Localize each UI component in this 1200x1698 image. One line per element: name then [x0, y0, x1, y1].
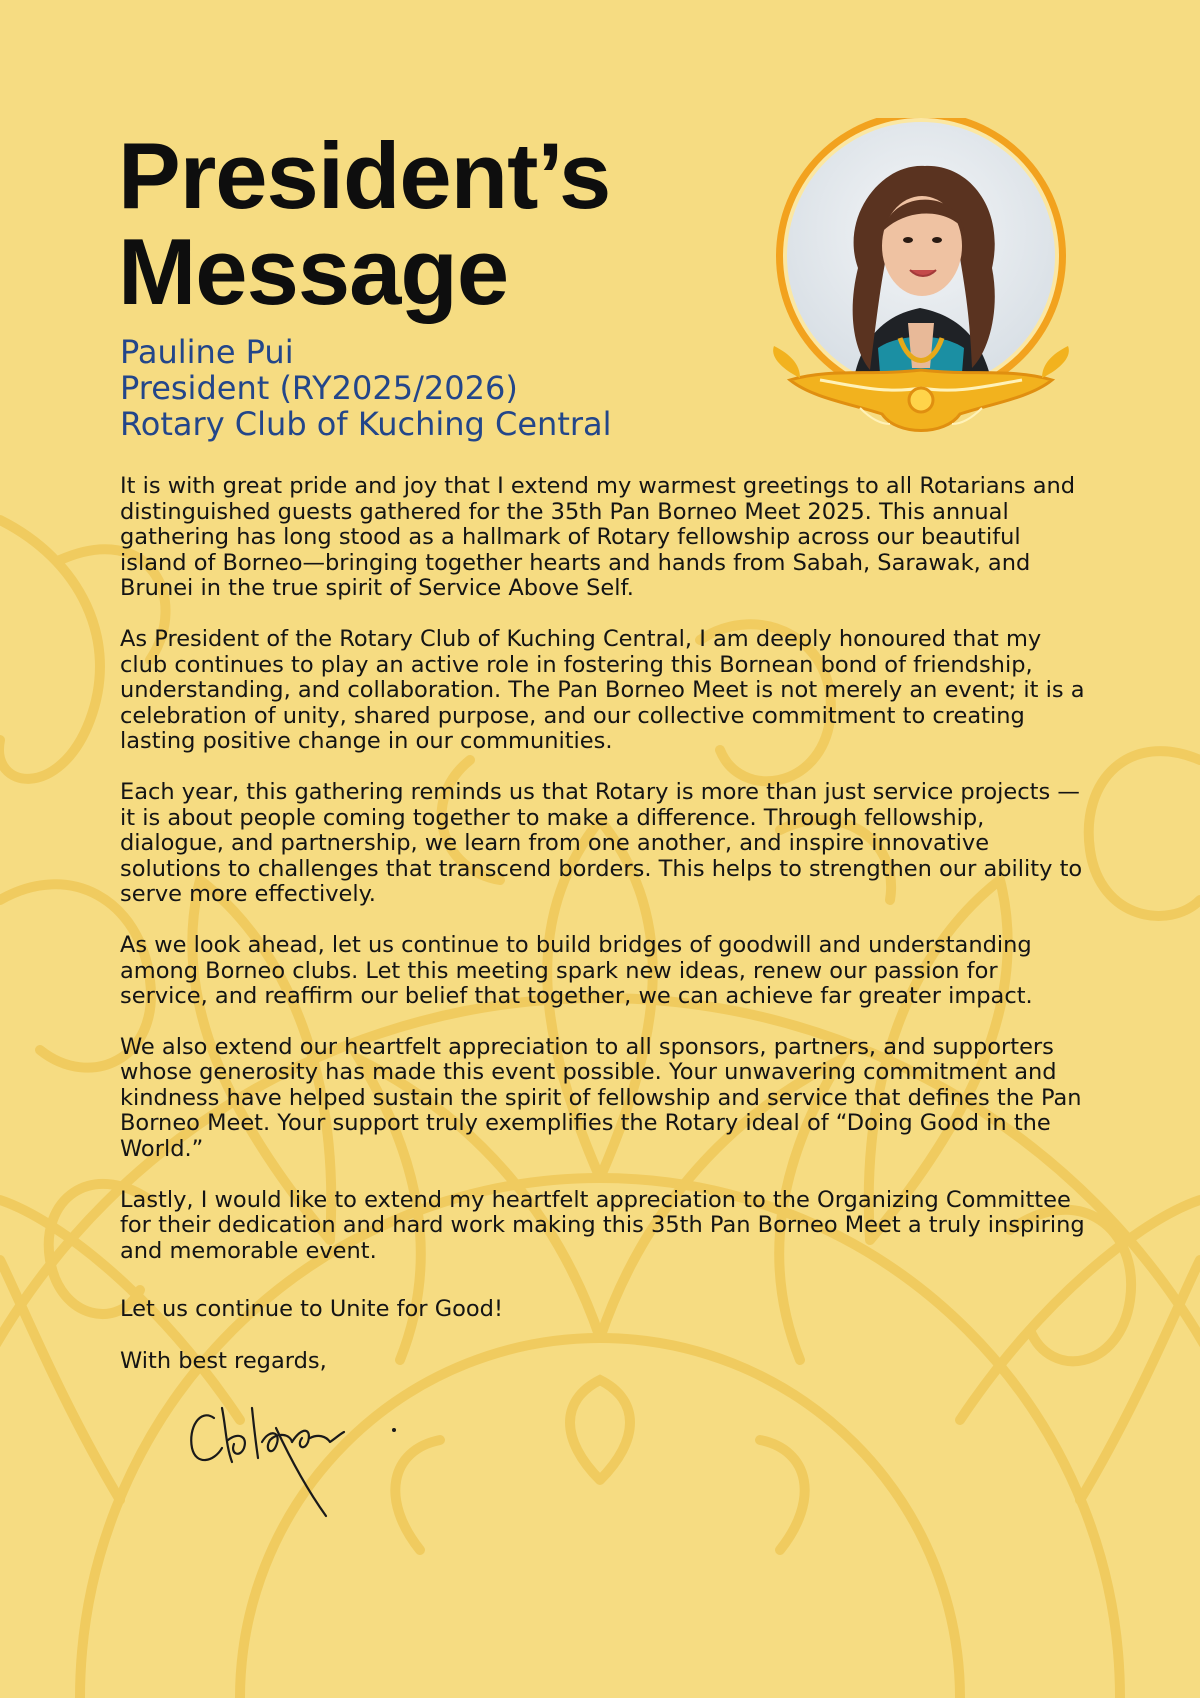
message-paragraph: Lastly, I would like to extend my heartfelt appreciation to the Organizing Committee for their dedication and hard work making this 35th Pan Borneo Meet a truly inspiring and memorable event. [120, 1186, 1085, 1264]
page-title [118, 123, 611, 324]
signoff-line: With best regards, [120, 1348, 327, 1374]
message-paragraph: As we look ahead, let us continue to build bridges of goodwill and understanding among Borneo clubs. Let this meeting spark new ideas, renew our passion for service, and reaffirm our belief that together, we can achieve far greater impact. [120, 931, 1033, 1010]
author-club: Rotary Club of Kuching Central [120, 405, 612, 443]
portrait-photo [760, 118, 1082, 440]
message-paragraph: We also extend our heartfelt appreciation to all sponsors, partners, and supporters whose generosity has made this event possible. Your unwavering commitment and kindness have helped sustain the spirit of fellowship and service that defines the Pan Borneo Meet. Your support truly exemplifies the Rotary ideal of “Doing Good in the World.” [120, 1033, 1082, 1163]
message-paragraph: It is with great pride and joy that I extend my warmest greetings to all Rotarians and distinguished guests gathered for the 35th Pan Borneo Meet 2025. This annual gathering has long stood as a hallmark of Rotary fellowship across our beautiful island of Borneo—bringing together hearts and hands from Sabah, Sarawak, and Brunei in the true spirit of Service Above Self. [120, 473, 1076, 602]
author-name: Pauline Pui [120, 333, 294, 371]
author-role: President (RY2025/2026) [120, 369, 518, 407]
author-byline [120, 334, 612, 442]
signature-icon [180, 1388, 420, 1518]
message-paragraph: As President of the Rotary Club of Kuching Central, I am deeply honoured that my club continues to play an active role in fostering this Bornean bond of friendship, understanding, and collaboration. The Pan Borneo Meet is not merely an event; it is a celebration of unity, shared purpose, and our collective commitment to creating lasting positive change in our communities. [120, 625, 1085, 755]
title-line-1: President’s [118, 123, 611, 228]
title-line-2: Message [118, 219, 509, 324]
closing-line: Let us continue to Unite for Good! [120, 1296, 503, 1322]
message-paragraph: Each year, this gathering reminds us that Rotary is more than just service projects —it is about people coming together to make a difference. Through fellowship, dialogue, and partnership, we learn from one another, and inspire innovative solutions to challenges that transcend borders. This helps to strengthen our ability to serve more effectively. [120, 778, 1083, 908]
message-body [120, 474, 1090, 1289]
